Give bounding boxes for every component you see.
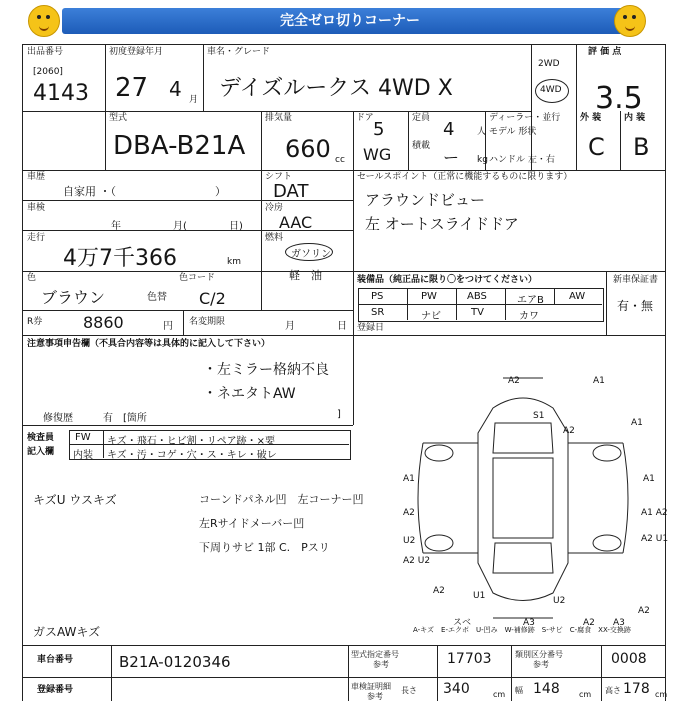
first-reg-month-unit: 月 bbox=[189, 95, 199, 105]
mileage-unit: km bbox=[227, 257, 241, 267]
registration-label: 登録日 bbox=[357, 323, 385, 333]
mark-u1-rear: U1 bbox=[473, 591, 486, 601]
mark-a1-left: A1 bbox=[403, 474, 415, 484]
equip-leather: カワ bbox=[519, 311, 539, 322]
height-unit: cm bbox=[655, 690, 668, 699]
car-windshield bbox=[493, 423, 553, 453]
car-diagram bbox=[383, 363, 669, 633]
mark-a1-right: A1 bbox=[643, 474, 655, 484]
width-label: 幅 bbox=[515, 686, 523, 695]
inspector-notes-r4: ガスAWキズ bbox=[33, 625, 101, 639]
mark-a2-u2-left: A2 U2 bbox=[403, 556, 431, 566]
displacement-unit: cc bbox=[335, 155, 345, 165]
equipment-label: 装備品（純正品に限り〇をつけてください） bbox=[357, 275, 538, 285]
equip-navi: ナビ bbox=[421, 311, 441, 322]
color-value: ブラウン bbox=[41, 288, 106, 307]
chassis-label: 車台番号 bbox=[37, 655, 74, 665]
mark-a2-rear: A2 bbox=[583, 618, 595, 628]
shift-label: シフト bbox=[265, 172, 293, 182]
interior-label: 内 装 bbox=[624, 113, 646, 123]
width-unit: cm bbox=[579, 690, 592, 699]
height-value: 178 bbox=[623, 681, 650, 697]
warranty-label: 新車保証書 bbox=[613, 275, 659, 285]
width-value: 148 bbox=[533, 681, 560, 697]
inspector-notes-r3: 下周りサビ 1部 C. Pスリ bbox=[199, 541, 330, 554]
notes-label: 注意事項申告欄（不具合内容等は具体的に記入して下さい） bbox=[27, 339, 271, 349]
class-number-label: 類別区分番号 bbox=[515, 650, 563, 659]
model-value: DBA-B21A bbox=[113, 131, 246, 161]
length-value: 340 bbox=[443, 681, 470, 697]
inspector-label2: 記入欄 bbox=[27, 447, 55, 457]
mark-sube: スベ bbox=[453, 618, 472, 628]
diagram-legend: A-キズ E-エクボ U-凹み W-補修跡 S-サビ C-腐食 XX-交換跡 bbox=[413, 626, 631, 634]
car-name-label: 車名・グレード bbox=[207, 47, 271, 57]
page-title: 完全ゼロ切りコーナー bbox=[280, 13, 420, 29]
model-class-label: モデル 形状 bbox=[489, 127, 537, 137]
equip-airbag: エアB bbox=[517, 295, 544, 306]
color-label: 色 bbox=[27, 273, 37, 283]
mark-a2-u1-right: A2 U1 bbox=[641, 534, 669, 544]
mark-a1-fr: A1 bbox=[631, 418, 643, 428]
wheel-rr bbox=[593, 535, 621, 551]
load-unit: kg bbox=[477, 155, 488, 165]
dealer-label: ディーラー・並行 bbox=[489, 113, 561, 123]
mark-a2-rear-left: A2 bbox=[433, 586, 445, 596]
inspector-fw-label: FW bbox=[75, 432, 91, 443]
mark-a2-hood: A2 bbox=[563, 426, 575, 436]
inspector-int-label: 内装 bbox=[73, 450, 93, 461]
class-number-sub: 参考 bbox=[533, 660, 549, 669]
certificate-sub: 参考 bbox=[367, 692, 383, 701]
mark-a1-a2-right: A1 A2 bbox=[641, 508, 668, 518]
first-reg-label: 初度登録年月 bbox=[109, 47, 164, 57]
equip-sr: SR bbox=[371, 307, 385, 318]
mark-a2-rr: A2 bbox=[638, 606, 650, 616]
inspection-label: 車検 bbox=[27, 203, 46, 213]
inspection-day: 日) bbox=[229, 221, 243, 232]
notes-line2: ・ネエタトAW bbox=[203, 386, 296, 402]
certificate-label: 車検証明細 bbox=[351, 682, 391, 691]
mark-u2-left: U2 bbox=[403, 536, 416, 546]
aircon-value: AAC bbox=[279, 213, 313, 232]
doors-label: ドア bbox=[356, 113, 374, 123]
repair-value: 有 [箇所 bbox=[103, 413, 147, 424]
seats-unit: 人 bbox=[477, 127, 487, 137]
aircon-label: 冷房 bbox=[265, 203, 284, 213]
rating-value: 3.5 bbox=[595, 81, 643, 116]
type-number-value: 17703 bbox=[447, 651, 492, 667]
recycle-value: 8860 bbox=[83, 313, 124, 332]
color-code-value: C/2 bbox=[199, 289, 226, 308]
doors-value: 5 bbox=[373, 119, 385, 140]
first-reg-month: 4 bbox=[169, 77, 182, 101]
inspection-year: 年 bbox=[111, 221, 121, 232]
inspector-label1: 検査員 bbox=[27, 433, 55, 443]
type-number-label: 型式指定番号 bbox=[351, 650, 399, 659]
equip-aw: AW bbox=[569, 291, 586, 302]
fuel-diesel: 軽 油 bbox=[289, 269, 322, 282]
name-change-month: 月 bbox=[285, 321, 295, 332]
inspector-int-items: キズ・汚・コゲ・穴・ス・キレ・破レ bbox=[107, 450, 277, 461]
equip-tv: TV bbox=[471, 307, 484, 318]
mileage-label: 走行 bbox=[27, 233, 46, 243]
car-name-value: デイズルークス 4WD X bbox=[219, 76, 453, 101]
mark-u2-rear: U2 bbox=[553, 596, 566, 606]
history-value: 自家用 ・（ ） bbox=[63, 185, 226, 198]
mark-a3-rear2: A3 bbox=[613, 618, 625, 628]
displacement-label: 排気量 bbox=[265, 113, 293, 123]
mascot-right-icon bbox=[614, 5, 646, 37]
seats-value: 4 bbox=[443, 119, 455, 140]
header bbox=[0, 0, 700, 42]
car-side-panels bbox=[418, 443, 628, 553]
color-change-label: 色替 bbox=[147, 292, 167, 303]
wheel-fl bbox=[425, 445, 453, 461]
chassis-value: B21A-0120346 bbox=[119, 653, 231, 671]
header-bar bbox=[62, 8, 638, 34]
car-body-outline bbox=[478, 398, 568, 601]
equip-abs: ABS bbox=[467, 291, 487, 302]
model-label: 型式 bbox=[109, 113, 128, 123]
first-reg-year: 27 bbox=[115, 73, 149, 103]
name-change-label: 名変期限 bbox=[189, 317, 226, 327]
mark-a1-front: A1 bbox=[593, 376, 605, 386]
load-label: 積載 bbox=[412, 141, 431, 151]
class-number-value: 0008 bbox=[611, 651, 647, 667]
model-class-value: WG bbox=[363, 145, 392, 164]
wheel-fr bbox=[593, 445, 621, 461]
fuel-label: 燃料 bbox=[265, 233, 284, 243]
equip-pw: PW bbox=[421, 291, 437, 302]
warranty-value: 有・無 bbox=[617, 299, 654, 313]
interior-value: B bbox=[633, 133, 650, 161]
mark-a2-front: A2 bbox=[508, 376, 520, 386]
lot-sub: [2060] bbox=[33, 67, 63, 77]
exterior-label: 外 装 bbox=[580, 113, 602, 123]
lot-number: 4143 bbox=[33, 81, 89, 106]
inspection-month: 月( bbox=[173, 221, 187, 232]
type-number-sub: 参考 bbox=[373, 660, 389, 669]
drive-4wd-label: 4WD bbox=[540, 85, 562, 95]
handle-label: ハンドル 左・右 bbox=[489, 155, 555, 165]
color-code-label: 色コード bbox=[179, 273, 216, 283]
length-label: 長さ bbox=[401, 686, 417, 695]
recycle-label: R券 bbox=[27, 317, 43, 327]
exterior-value: C bbox=[588, 133, 605, 161]
inspector-notes-r1: コーンドパネル凹 左コーナー凹 bbox=[199, 493, 364, 506]
mark-a2-left: A2 bbox=[403, 508, 415, 518]
mileage-value: 4万7千366 bbox=[63, 246, 177, 271]
rating-label: 評 価 点 bbox=[588, 47, 622, 57]
load-value: ー bbox=[443, 148, 460, 167]
length-unit: cm bbox=[493, 690, 506, 699]
auction-sheet bbox=[22, 44, 669, 701]
mascot-left-icon bbox=[28, 5, 60, 37]
height-label: 高さ bbox=[605, 686, 621, 695]
car-side-lines bbox=[423, 443, 623, 553]
recycle-unit: 円 bbox=[163, 321, 173, 332]
history-label: 車歴 bbox=[27, 172, 46, 182]
sales-point-line1: アラウンドビュー bbox=[365, 191, 486, 209]
wheel-rl bbox=[425, 535, 453, 551]
repair-label: 修復歴 bbox=[43, 413, 73, 424]
sales-point-line2: 左 オートスライドドア bbox=[365, 215, 519, 233]
inspector-notes-r2: 左Rサイドメーバー凹 bbox=[199, 517, 305, 530]
equip-ps: PS bbox=[371, 291, 384, 302]
repair-close: ] bbox=[337, 409, 341, 420]
lot-label: 出品番号 bbox=[27, 47, 64, 57]
notes-line1: ・左ミラー格納不良 bbox=[203, 362, 329, 378]
shift-value: DAT bbox=[273, 181, 309, 202]
mark-s1: S1 bbox=[533, 411, 545, 421]
inspector-notes-left: キズU ウスキズ bbox=[33, 493, 117, 507]
seats-label: 定員 bbox=[412, 113, 431, 123]
inspector-fw-items: キズ・飛石・ヒビ割・リペア跡・×要 bbox=[107, 436, 275, 447]
sales-point-label: セールスポイント（正常に機能するものに限ります） bbox=[357, 172, 573, 182]
drive-2wd-label: 2WD bbox=[538, 59, 560, 69]
reg-number-label: 登録番号 bbox=[37, 685, 74, 695]
mark-a3-rear1: A3 bbox=[523, 618, 535, 628]
car-rear-window bbox=[493, 543, 553, 573]
name-change-day: 日 bbox=[337, 321, 347, 332]
car-roof bbox=[493, 458, 553, 538]
fuel-gasoline: ガソリン bbox=[291, 249, 331, 260]
displacement-value: 660 bbox=[285, 135, 331, 163]
